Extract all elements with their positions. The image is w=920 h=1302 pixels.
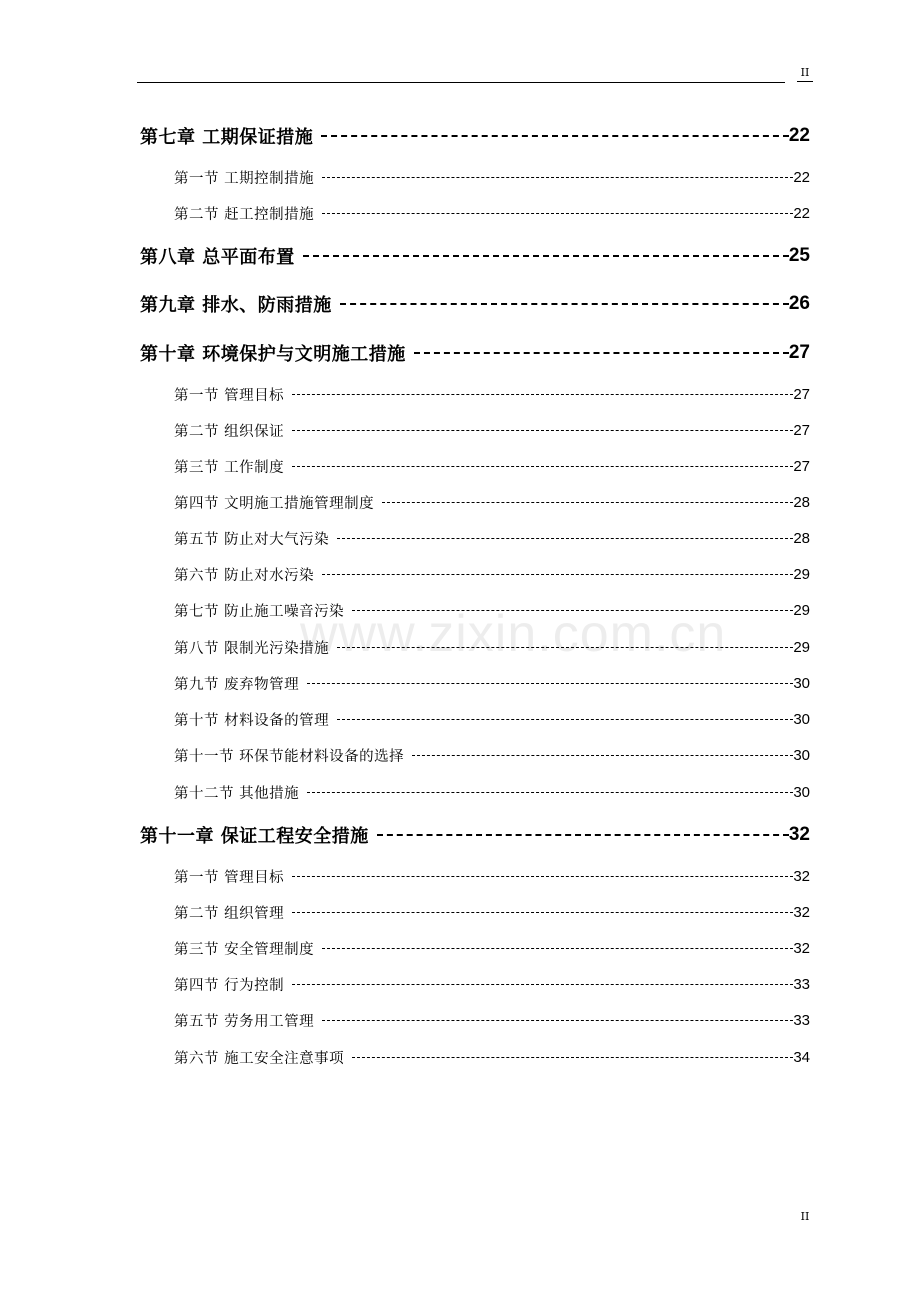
toc-entry-page: 30 (793, 674, 810, 692)
toc-entry-title: 第十节 材料设备的管理 (174, 712, 330, 729)
toc-dot-leader (322, 948, 793, 949)
toc-entry-page: 27 (788, 342, 810, 363)
toc-entry-page: 32 (793, 867, 810, 885)
toc-entry-page: 22 (788, 125, 810, 146)
toc-entry-page: 32 (793, 939, 810, 957)
toc-dot-leader (414, 352, 789, 354)
toc-entry-title: 第一节 工期控制措施 (174, 170, 315, 187)
toc-dot-leader (322, 574, 793, 575)
toc-dot-leader (340, 303, 789, 305)
toc-entry-title: 第十二节 其他措施 (174, 785, 300, 802)
toc-entry-title: 第九章 排水、防雨措施 (140, 295, 332, 316)
toc-dot-leader (412, 755, 793, 756)
toc-entry-page: 28 (793, 493, 810, 511)
toc-section-entry[interactable] (174, 708, 810, 730)
toc-dot-leader (322, 213, 793, 214)
toc-entry-page: 26 (788, 293, 810, 314)
toc-dot-leader (321, 135, 789, 137)
toc-entry-title: 第二节 组织保证 (174, 423, 285, 440)
toc-section-entry[interactable] (174, 901, 810, 923)
toc-dot-leader (352, 610, 793, 611)
toc-section-entry[interactable] (174, 563, 810, 585)
toc-dot-leader (307, 683, 793, 684)
toc-dot-leader (337, 647, 793, 648)
toc-dot-leader (322, 177, 793, 178)
toc-dot-leader (292, 466, 793, 467)
toc-entry-title: 第五节 防止对大气污染 (174, 531, 330, 548)
toc-entry-page: 34 (793, 1048, 810, 1066)
toc-chapter-entry[interactable] (140, 241, 810, 271)
toc-entry-page: 33 (793, 1011, 810, 1029)
toc-entry-title: 第二节 组织管理 (174, 905, 285, 922)
toc-entry-title: 第六节 防止对水污染 (174, 567, 315, 584)
toc-dot-leader (292, 984, 793, 985)
watermark: www.zixin.com.cn (300, 605, 727, 663)
toc-entry-title: 第三节 工作制度 (174, 459, 285, 476)
toc-section-entry[interactable] (174, 973, 810, 995)
toc-entry-page: 27 (793, 421, 810, 439)
toc-section-entry[interactable] (174, 781, 810, 803)
toc-entry-title: 第七章 工期保证措施 (140, 127, 314, 148)
toc-section-entry[interactable] (174, 527, 810, 549)
toc-entry-page: 32 (788, 824, 810, 845)
toc-section-entry[interactable] (174, 672, 810, 694)
toc-entry-page: 30 (793, 783, 810, 801)
toc-entry-title: 第八章 总平面布置 (140, 247, 295, 268)
toc-dot-leader (303, 255, 789, 257)
toc-entry-title: 第六节 施工安全注意事项 (174, 1050, 345, 1067)
toc-entry-title: 第五节 劳务用工管理 (174, 1013, 315, 1030)
toc-section-entry[interactable] (174, 865, 810, 887)
toc-entry-page: 29 (793, 638, 810, 656)
toc-section-entry[interactable] (174, 1009, 810, 1031)
toc-chapter-entry[interactable] (140, 289, 810, 319)
toc-dot-leader (292, 430, 793, 431)
toc-entry-page: 28 (793, 529, 810, 547)
toc-section-entry[interactable] (174, 937, 810, 959)
toc-section-entry[interactable] (174, 202, 810, 224)
toc-entry-title: 第十一章 保证工程安全措施 (140, 826, 369, 847)
toc-entry-page: 33 (793, 975, 810, 993)
toc-dot-leader (377, 834, 789, 836)
toc-entry-page: 30 (793, 710, 810, 728)
toc-section-entry[interactable] (174, 419, 810, 441)
toc-chapter-entry[interactable] (140, 820, 810, 850)
toc-entry-page: 29 (793, 565, 810, 583)
toc-dot-leader (307, 792, 793, 793)
toc-chapter-entry[interactable] (140, 121, 810, 151)
toc-dot-leader (322, 1020, 793, 1021)
toc-section-entry[interactable] (174, 599, 810, 621)
toc-chapter-entry[interactable] (140, 338, 810, 368)
toc-entry-page: 29 (793, 601, 810, 619)
toc-dot-leader (352, 1057, 793, 1058)
header-page-number: II (797, 66, 813, 82)
toc-entry-page: 32 (793, 903, 810, 921)
toc-entry-title: 第八节 限制光污染措施 (174, 640, 330, 657)
toc-entry-title: 第三节 安全管理制度 (174, 941, 315, 958)
toc-entry-title: 第一节 管理目标 (174, 387, 285, 404)
toc-entry-page: 22 (793, 168, 810, 186)
toc-entry-title: 第四节 文明施工措施管理制度 (174, 495, 375, 512)
toc-dot-leader (292, 394, 793, 395)
toc-section-entry[interactable] (174, 166, 810, 188)
toc-entry-page: 22 (793, 204, 810, 222)
toc-entry-page: 27 (793, 385, 810, 403)
toc-section-entry[interactable] (174, 383, 810, 405)
toc-entry-page: 25 (788, 245, 810, 266)
toc-section-entry[interactable] (174, 636, 810, 658)
toc-entry-title: 第七节 防止施工噪音污染 (174, 603, 345, 620)
toc-section-entry[interactable] (174, 455, 810, 477)
toc-section-entry[interactable] (174, 1046, 810, 1068)
toc-entry-page: 30 (793, 746, 810, 764)
toc-section-entry[interactable] (174, 491, 810, 513)
toc-entry-title: 第十章 环境保护与文明施工措施 (140, 344, 406, 365)
toc-entry-title: 第二节 赶工控制措施 (174, 206, 315, 223)
toc-entry-page: 27 (793, 457, 810, 475)
toc-dot-leader (292, 876, 793, 877)
toc-dot-leader (337, 719, 793, 720)
toc-entry-title: 第十一节 环保节能材料设备的选择 (174, 748, 405, 765)
footer-page-number: II (800, 1210, 810, 1223)
toc-dot-leader (292, 912, 793, 913)
toc-entry-title: 第四节 行为控制 (174, 977, 285, 994)
toc-dot-leader (337, 538, 793, 539)
toc-section-entry[interactable] (174, 744, 810, 766)
toc-dot-leader (382, 502, 793, 503)
toc-entry-title: 第一节 管理目标 (174, 869, 285, 886)
toc-entry-title: 第九节 废弃物管理 (174, 676, 300, 693)
